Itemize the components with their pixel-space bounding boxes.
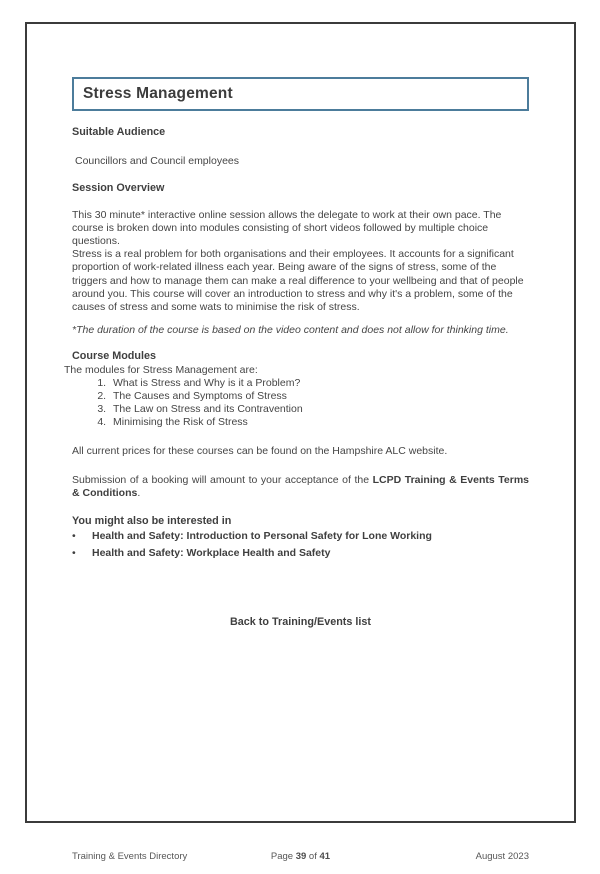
list-item: 2. The Causes and Symptoms of Stress [109, 390, 529, 403]
of-label: of [306, 851, 320, 862]
related-heading: You might also be interested in [72, 515, 232, 528]
course-title-box [72, 77, 529, 111]
list-item: 3. The Law on Stress and its Contravention [109, 403, 529, 416]
document-page [25, 22, 576, 862]
page-footer [72, 851, 529, 863]
booking-text-suffix: . [137, 487, 141, 500]
page-label: Page [270, 851, 296, 862]
footer-page-number [224, 851, 376, 863]
booking-text [72, 474, 529, 500]
course-modules-list [72, 377, 529, 430]
page-total-value: 41 [319, 851, 331, 862]
suitable-audience-heading: Suitable Audience [72, 126, 166, 138]
related-course-label: Health and Safety: Introduction to Personal Safety for Lone Working [92, 530, 432, 543]
duration-note: *The duration of the course is based on the video content and does not allow for thinking time. [72, 324, 509, 337]
session-overview-heading: Session Overview [72, 182, 165, 195]
page-content [27, 77, 574, 874]
course-title: Stress Management [83, 85, 233, 103]
list-item [72, 528, 529, 545]
course-modules-heading: Course Modules [72, 350, 156, 363]
session-overview-paragraph-2: Stress is a real problem for both organisations and their employees. It accounts for a significant proportion of work-related illness each year. Being aware of the signs of stress, some of the triggers and how to manage them can make a real difference to your wellbeing and that of people around you. This course will cover an introduction to stress and why it's a problem, some of the causes of stress and some wats to minimise the risk of stress. [72, 248, 524, 314]
back-to-training-events-link[interactable]: Back to Training/Events list [230, 616, 371, 629]
bullet-icon: • [72, 530, 76, 543]
bullet-icon: • [72, 546, 76, 559]
booking-text-prefix: Submission of a booking will amount to your acceptance of the [72, 473, 373, 486]
list-item [72, 545, 529, 562]
session-overview-paragraph-1: This 30 minute* interactive online session allows the delegate to work at their own pace. The course is broken down into modules consisting of short videos followed by multiple choice questions. [72, 208, 502, 248]
terms-and-conditions-text: LCPD Training & Events Terms & Conditions [72, 473, 529, 500]
related-course-label: Health and Safety: Workplace Health and Safety [92, 546, 331, 559]
page-number-value: 39 [295, 851, 307, 862]
list-item: 4. Minimising the Risk of Stress [109, 416, 529, 429]
course-modules-intro: The modules for Stress Management are: [64, 363, 258, 376]
list-item: 1. What is Stress and Why is it a Problem? [109, 377, 529, 390]
suitable-audience-text: Councillors and Council employees [75, 155, 240, 168]
related-courses-list [72, 528, 529, 561]
footer-date: August 2023 [475, 851, 529, 862]
footer-directory-label: Training & Events Directory [72, 851, 188, 862]
prices-text: All current prices for these courses can be found on the Hampshire ALC website. [72, 444, 448, 457]
